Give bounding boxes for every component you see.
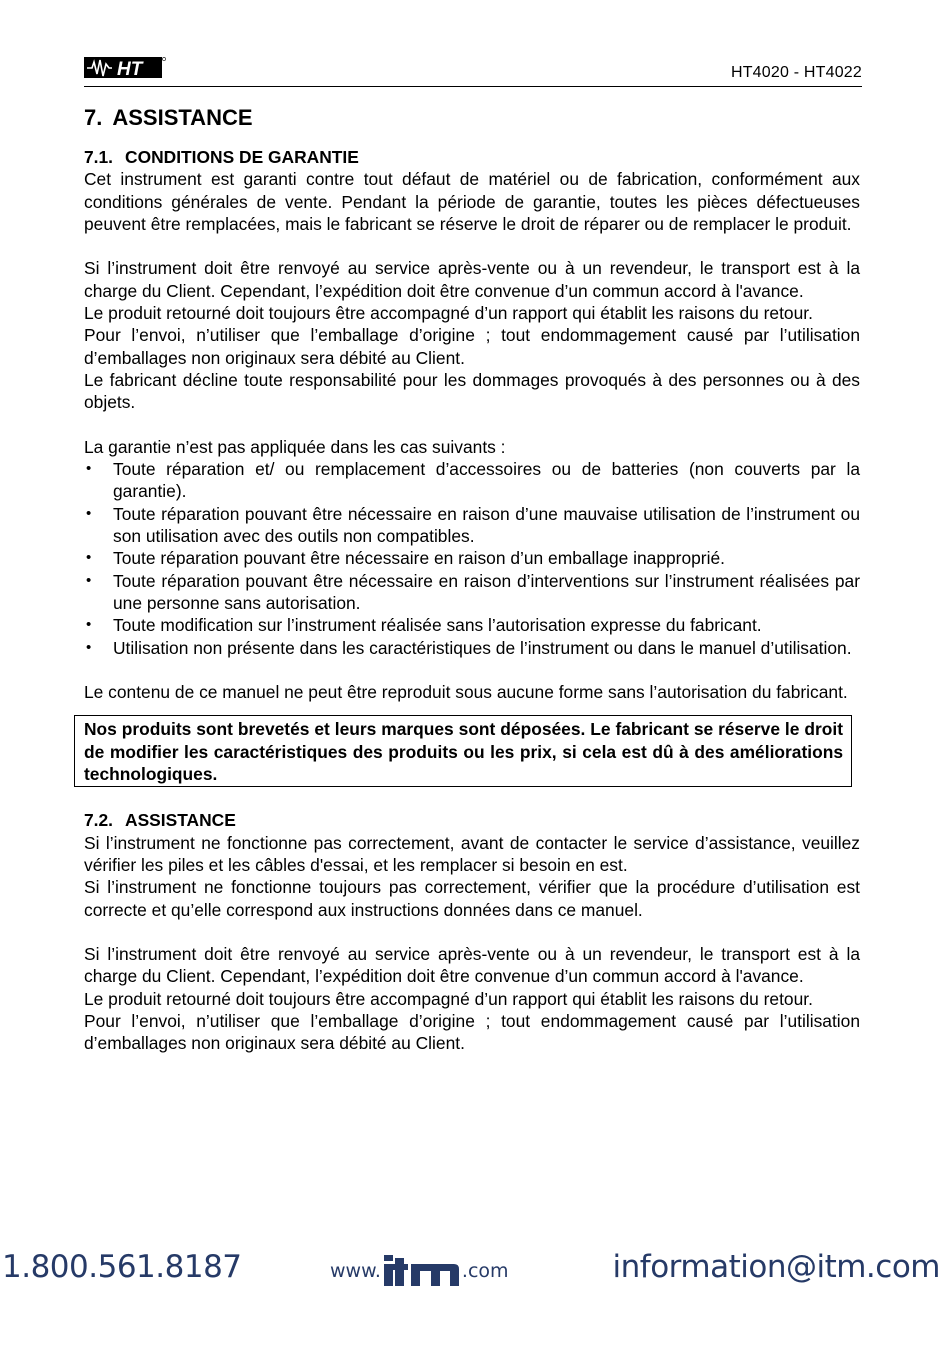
website-link[interactable] — [330, 1248, 509, 1288]
warranty-paragraph: Cet instrument est garanti contre tout défaut de matériel ou de fabrication, conformément aux conditions générales de vente. Pendant la période de garantie, toutes les pièces défectueuses peuvent être remplacées, mais le fabricant se réserve le droit de réparer ou de remplacer le produit. — [84, 169, 860, 234]
page-content — [84, 104, 860, 1055]
list-item: • Toute réparation pouvant être nécessaire en raison d’un emballage inapproprié. — [84, 547, 860, 569]
logo-text: HT — [117, 59, 143, 80]
list-item: • Utilisation non présente dans les caractéristiques de l’instrument ou dans le manuel d’utilisation. — [84, 637, 860, 659]
itm-logo — [384, 1254, 460, 1288]
warranty-heading: 7.1. CONDITIONS DE GARANTIE — [84, 147, 359, 167]
itm-logo-text: itm — [383, 1254, 386, 1255]
report-paragraph: Le produit retourné doit toujours être accompagné d’un rapport qui établit les raisons du retour. — [84, 303, 813, 324]
assistance-heading: 7.2. ASSISTANCE — [84, 810, 236, 831]
model-number: HT4020 - HT4022 — [730, 64, 862, 81]
ht-logo — [84, 56, 166, 80]
copyright-paragraph: Le contenu de ce manuel ne peut être reproduit sous aucune forme sans l’autorisation du fabricant. — [84, 682, 848, 703]
web-suffix: .com — [461, 1260, 509, 1282]
return-paragraph: Si l’instrument doit être renvoyé au service après-vente ou à un revendeur, le transport est à la charge du Client. Cependant, l’expédition doit être convenue d’un commun accord à l'avance. — [84, 944, 860, 987]
list-item: • Toute modification sur l’instrument réalisée sans l’autorisation expresse du fabricant. — [84, 614, 860, 636]
packaging-paragraph: Pour l’envoi, n’utiliser que l’emballage d’origine ; tout endommagement causé par l’utilisation d’emballages non originaux sera débité au Client. — [84, 1010, 860, 1054]
list-item: • Toute réparation et/ ou remplacement d’accessoires ou de batteries (non couverts par la garantie). — [84, 458, 860, 503]
return-paragraph: Si l’instrument doit être renvoyé au service après-vente ou à un revendeur, le transport est à la charge du Client. Cependant, l’expédition doit être convenue d’un commun accord à l'avance. — [84, 258, 860, 301]
exclusions-intro: La garantie n’est pas appliquée dans les cas suivants : — [84, 436, 506, 457]
contact-footer — [0, 1248, 950, 1292]
notice-box — [74, 715, 852, 787]
report-paragraph: Le produit retourné doit toujours être accompagné d’un rapport qui établit les raisons du retour. — [84, 988, 813, 1009]
exclusions-list — [84, 458, 860, 659]
section-title: 7. ASSISTANCE — [84, 105, 253, 130]
list-item: • Toute réparation pouvant être nécessaire en raison d’interventions sur l’instrument réalisées par une personne sans autorisation. — [84, 570, 860, 615]
list-item: • Toute réparation pouvant être nécessaire en raison d’une mauvaise utilisation de l’instrument ou son utilisation avec des outils non compatibles. — [84, 503, 860, 548]
notice-text: Nos produits sont brevetés et leurs marques sont déposées. Le fabricant se réserve le droit de modifier les caractéristiques des produits ou les prix, si cela est dû à des améliorations technologiques. — [84, 719, 843, 785]
packaging-paragraph: Pour l’envoi, n’utiliser que l’emballage d’origine ; tout endommagement causé par l’utilisation d’emballages non originaux sera débité au Client. — [84, 325, 860, 368]
assistance-paragraph: Si l’instrument ne fonctionne pas correctement, avant de contacter le service d’assistance, veuillez vérifier les piles et les câbles d'essai, et les remplacer si besoin en est. — [84, 832, 860, 875]
liability-paragraph: Le fabricant décline toute responsabilité pour les dommages provoqués à des personnes ou à des objets. — [84, 369, 860, 413]
phone-number[interactable]: 1.800.561.8187 — [2, 1249, 242, 1285]
procedure-paragraph: Si l’instrument ne fonctionne toujours pas correctement, vérifier que la procédure d’utilisation est correcte et qu’elle correspond aux instructions données dans ce manuel. — [84, 877, 860, 920]
page-header — [84, 54, 862, 87]
web-prefix: www. — [330, 1260, 381, 1282]
email-address[interactable]: information@itm.com — [612, 1249, 940, 1285]
